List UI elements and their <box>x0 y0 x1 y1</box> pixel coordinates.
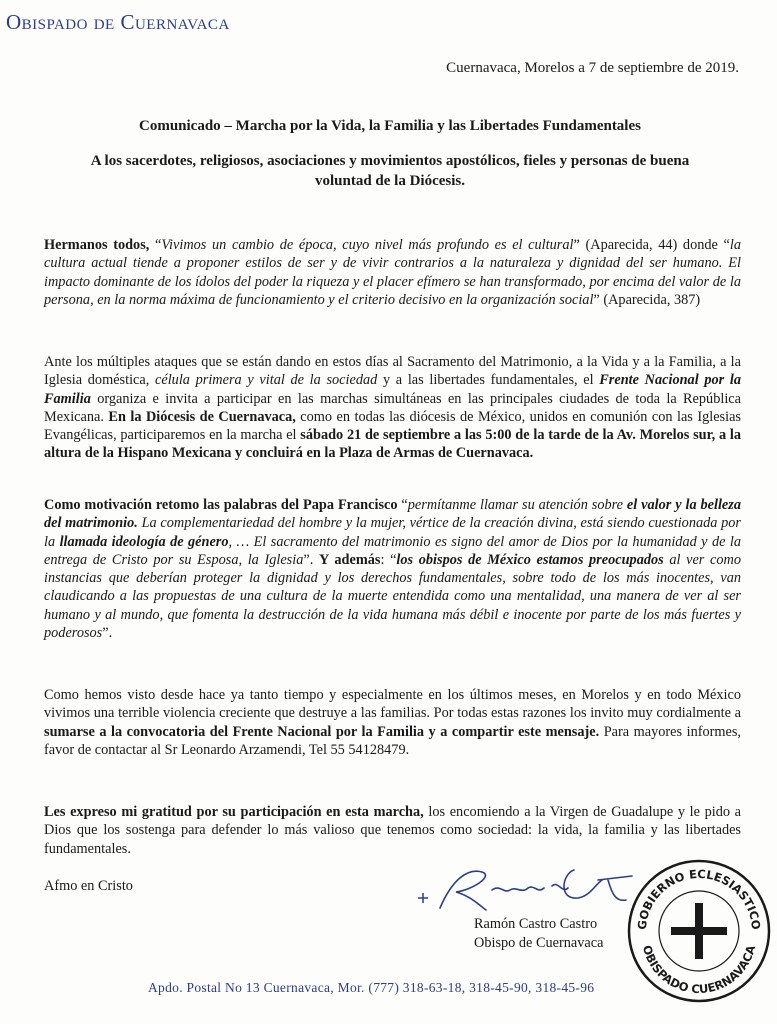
text-run: Ante los múltiples ataques que se están dando en estos días al Sacramento del Matrimonio, a la Vida y a la Familia, a la Iglesia doméstica, <box>44 354 741 389</box>
text-run: como en todas las diócesis de México, unidos en comunión con las Iglesias Evangélicas, participaremos en la marcha el <box>44 408 741 444</box>
signer-name: Ramón Castro Castro <box>474 916 598 932</box>
text-run: Como hemos visto desde hace ya tanto tiempo y especialmente en los últimos meses, en Morelos y en todo México vivimos una terrible violencia creciente que destruye a las familias. Por todas estas razones los invito muy cordialmente a <box>44 687 741 722</box>
text-run: sumarse a la convocatoria del Frente Nacional por la Familia y a compartir este mensaje. <box>44 723 600 740</box>
body-paragraph <box>44 686 741 759</box>
text-run: Para mayores informes, favor de contactar al Sr Leonardo Arzamendi, Tel 55 54128479. <box>44 723 741 758</box>
text-run: La complementariedad del hombre y la mujer, vértice de la creación divina, está siendo cuestionada por la <box>44 515 741 550</box>
body-paragraph <box>44 353 741 463</box>
text-run: ” (Aparecida, 387) <box>593 291 701 308</box>
signer-title: Obispo de Cuernavaca <box>474 935 604 951</box>
text-run: llamada ideología de género <box>59 533 229 550</box>
svg-text:GOBIERNO ECLESIASTICO: GOBIERNO ECLESIASTICO <box>634 866 764 931</box>
body-paragraph <box>44 496 741 642</box>
text-run: el valor y la belleza del matrimonio. <box>44 497 741 532</box>
footer-address: Apdo. Postal No 13 Cuernavaca, Mor. (777) 318-63-18, 318-45-90, 318-45-96 <box>148 980 595 995</box>
date-line: Cuernavaca, Morelos a 7 de septiembre de 2019. <box>446 60 739 76</box>
text-run: y a las libertades fundamentales, el <box>377 372 600 389</box>
text-run: los obispos de México estamos preocupados <box>396 551 664 568</box>
body-paragraph <box>44 236 741 309</box>
text-run: la cultura actual tiende a proponer estilos de ser y de vivir contrarios a la naturaleza y dignidad del ser humano. El impacto dominante de los ídolos del poder la riqueza y el placer efímero se han transformado, por encima del valor de la persona, en la norma máxima de funcionamiento y el criterio decisivo en la organización social <box>44 237 742 308</box>
closing-line: Afmo en Cristo <box>44 878 133 894</box>
text-run: Y además <box>318 551 381 568</box>
text-run: En la Diócesis de Cuernavaca, <box>108 408 296 425</box>
text-run: “ <box>155 237 162 253</box>
text-run: Frente Nacional por la Familia <box>44 372 742 407</box>
svg-text:OBISPADO CUERNAVACA: OBISPADO CUERNAVACA <box>639 943 759 997</box>
text-run: “ <box>397 497 408 513</box>
text-run: Hermanos todos, <box>44 237 156 253</box>
subject-heading: Comunicado – Marcha por la Vida, la Familia y las Libertades Fundamentales <box>139 118 641 134</box>
addressees-heading: A los sacerdotes, religiosos, asociaciones y movimientos apostólicos, fieles y personas de buena voluntad de la Diócesis. <box>90 153 690 189</box>
text-run: sábado 21 de septiembre a las 5:00 de la tarde de la Av. Morelos sur, a la altura de la Hispano Mexicana y concluirá en la Plaza de Armas de Cuernavaca. <box>44 427 741 462</box>
text-run: permítanme llamar su atención sobre <box>407 497 627 513</box>
text-run: Les expreso mi gratitud por su participación en esta marcha, <box>44 804 424 820</box>
letterhead: Obispado de Cuernavaca <box>6 10 230 34</box>
text-run: Vivimos un cambio de época, cuyo nivel más profundo es el cultural <box>161 237 574 253</box>
text-run: , … El sacramento del matrimonio es signo del amor de Dios por la humanidad y de la entrega de Cristo por su Esposa, la Iglesia <box>44 533 741 568</box>
official-seal <box>626 858 772 1004</box>
text-run: los encomiendo a la Virgen de Guadalupe y le pido a Dios que los sostenga para defender lo más valioso que tenemos como sociedad: la vida, la familia y las libertades fundamentales. <box>44 804 741 857</box>
text-run: célula primera y vital de la sociedad <box>155 372 378 389</box>
text-run: ” (Aparecida, 44) donde “ <box>573 237 730 253</box>
text-run: ”. <box>303 551 319 568</box>
text-run: al ver como instancias que deberían proteger la dignidad y los derechos fundamentales, sobre todo de los más inocentes, van claudicando a las propuestas de una cultura de la muerte entendida como una mentalidad, una manera de ver al ser humano y al mundo, que fomenta la destrucción de la vida humana más débil e inocente por parte de los más fuertes y poderosos <box>44 551 741 642</box>
signer-block <box>474 915 603 953</box>
text-run: organiza e invita a participar en las marchas simultáneas en las principales ciudades de toda la República Mexicana. <box>44 390 741 425</box>
text-run: : “ <box>380 551 397 568</box>
text-run: Como motivación retomo las palabras del Papa Francisco <box>44 497 398 513</box>
text-run: ”. <box>102 625 113 642</box>
